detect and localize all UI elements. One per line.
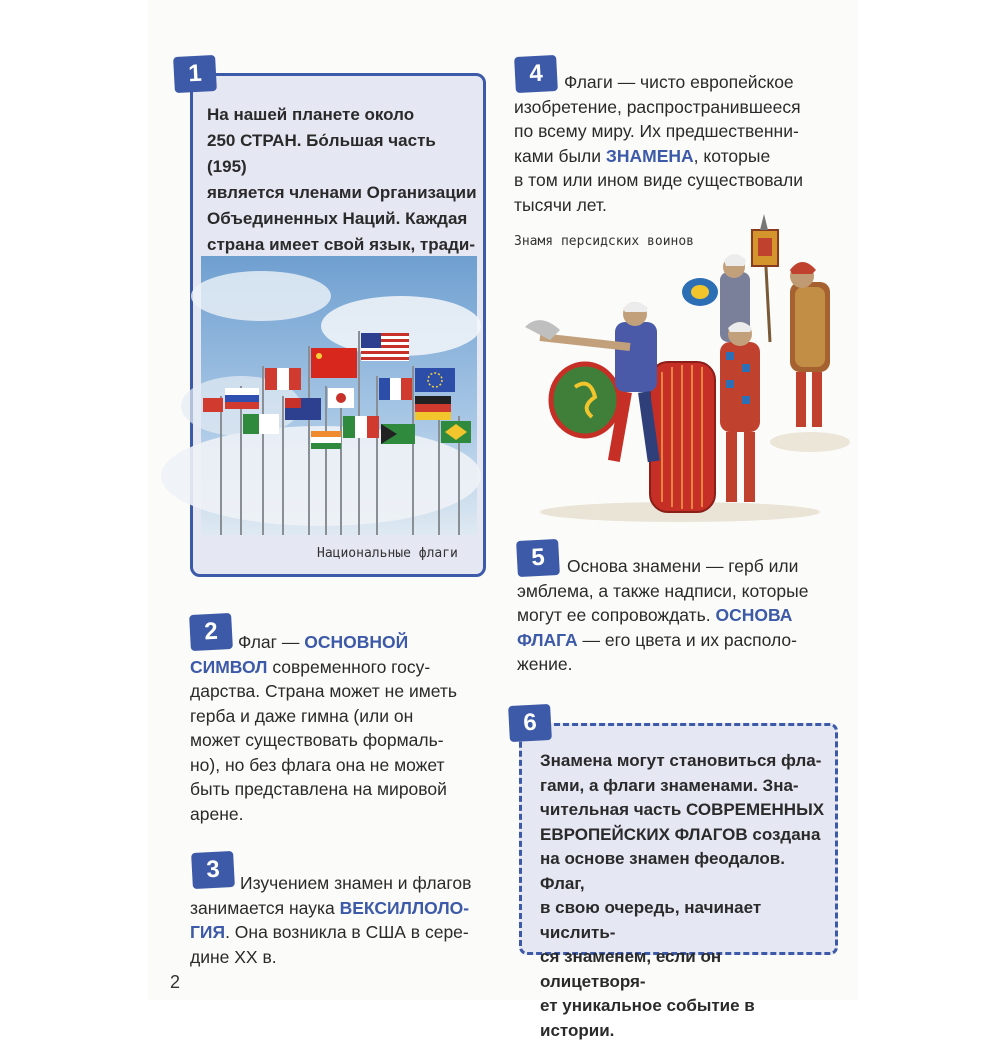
section-2-line: гербa и даже гимна (или он (190, 705, 414, 726)
section-1-line: На нашей планете около (207, 105, 415, 124)
section-1-box (190, 73, 486, 577)
section-4-text-fragment: ками были (514, 145, 606, 166)
section-2-highlight: ОСНОВНОЙ (304, 632, 409, 652)
section-5-text-fragment: могут ее сопровождать. (517, 605, 716, 625)
section-2-line: дарства. Страна может не иметь (190, 681, 458, 701)
section-1-caption: Национальные флаги (317, 546, 458, 561)
section-2-line: быть представлена на мировой (190, 779, 447, 799)
section-5-line: Основа знамени — герб или (567, 556, 799, 576)
section-3-text (190, 871, 500, 969)
section-2-text (190, 630, 490, 826)
flags-illustration (201, 256, 477, 535)
section-3-highlight: ВЕКСИЛЛОЛО- (339, 897, 470, 918)
section-4-text (514, 70, 844, 217)
section-2-highlight: СИМВОЛ (190, 656, 268, 677)
section-4-line: изобретение, распространившееся (514, 96, 801, 117)
section-4-line: тысячи лет. (514, 194, 607, 215)
section-6-box (519, 723, 838, 1040)
section-3-line: Изучением знамен и флагов (240, 873, 472, 893)
national-flags-photo (201, 256, 477, 535)
section-1-line: является членами Организации (207, 183, 477, 202)
section-3-text-fragment: занимается наука (190, 897, 340, 918)
section-4-line: по всему миру. Их предшественни- (514, 121, 799, 141)
section-2-text-fragment: Флаг — (238, 632, 305, 652)
section-2-line: может существовать формаль- (190, 730, 444, 750)
section-4-caption: Знамя персидских воинов (514, 234, 695, 249)
section-1-line: Объединенных Наций. Каждая (207, 209, 468, 228)
section-5-number-badge: 5 (516, 539, 560, 577)
section-5-line: жение. (517, 654, 573, 674)
section-6-text (540, 749, 830, 1043)
section-5-highlight: ОСНОВА (715, 605, 793, 625)
section-3-line: дине XX в. (190, 946, 277, 967)
page-number: 2 (170, 972, 181, 992)
section-6-line: гами, а флаги знаменами. Зна- (540, 775, 799, 795)
section-4-line: в том или ином виде существовали (514, 170, 804, 190)
section-5-text (517, 554, 847, 677)
section-1-number-badge: 1 (173, 55, 217, 93)
section-6-line: Знамена могут становиться фла- (540, 751, 822, 770)
section-6-line: в свою очередь, начинает числить- (540, 898, 762, 942)
section-3-number-badge: 3 (191, 851, 235, 889)
section-5-highlight: ФЛАГА (517, 629, 578, 650)
section-4-highlight: ЗНАМЕНА (605, 145, 694, 166)
section-3-text-fragment: . Она возникла в США в сере- (225, 922, 469, 942)
section-5-text-fragment: — его цвета и их располо- (577, 629, 797, 650)
section-6-line: ся знаменем, если он олицетворя- (540, 947, 722, 991)
section-6-line: ет уникальное событие в истории. (540, 996, 755, 1040)
section-1-line: 250 СТРАН. Бо́льшая часть (195) (207, 131, 436, 176)
section-2-text-fragment: современного госу- (267, 656, 431, 677)
persian-warriors-illustration (520, 212, 850, 522)
section-2-line: но), но без флага она не может (190, 754, 445, 775)
section-6-number-badge: 6 (508, 704, 552, 742)
section-2-number-badge: 2 (189, 613, 233, 651)
section-3-highlight: ГИЯ (190, 922, 226, 942)
section-6-line: чительная часть СОВРЕМЕННЫХ (540, 800, 825, 819)
section-1-line: страна имеет свой язык, тради- (207, 235, 475, 254)
section-6-line: на основе знамен феодалов. Флаг, (540, 849, 785, 893)
section-4-line: Флаги — чисто европейское (564, 72, 794, 92)
section-2-line: арене. (190, 803, 244, 824)
section-4-number-badge: 4 (514, 55, 558, 93)
section-4-text-fragment: , которые (693, 145, 771, 166)
section-6-line: ЕВРОПЕЙСКИХ ФЛАГОВ создана (540, 824, 821, 844)
section-5-line: эмблема, а также надписи, которые (517, 580, 809, 601)
